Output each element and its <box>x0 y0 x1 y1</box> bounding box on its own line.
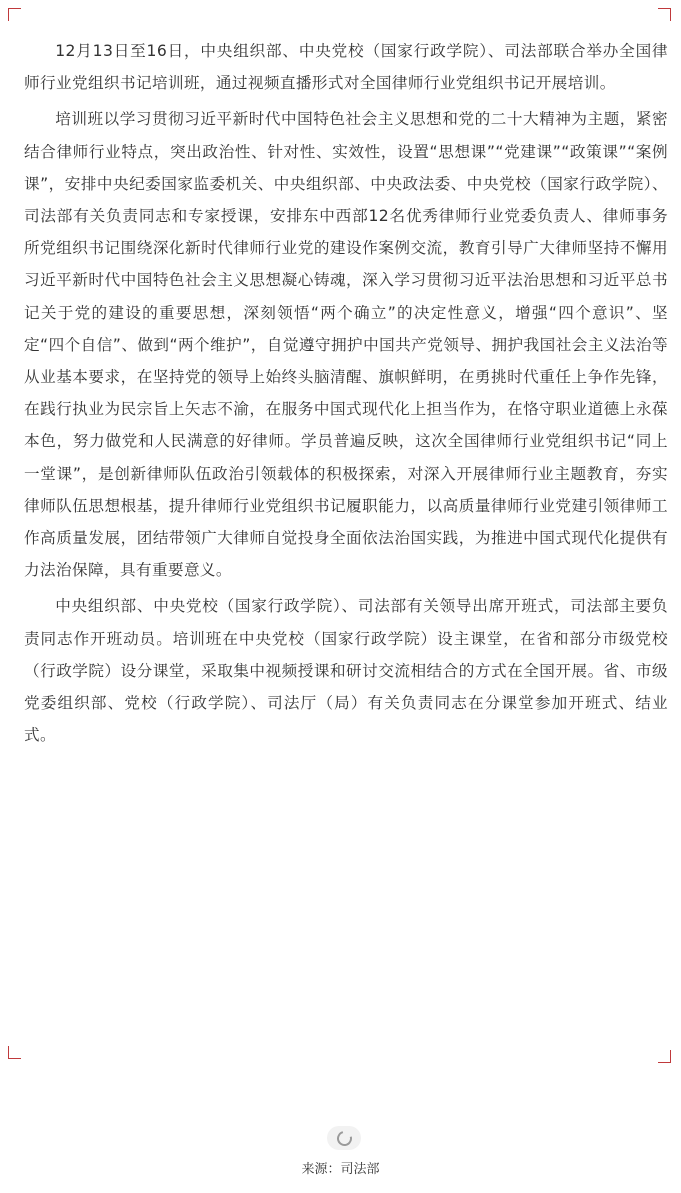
paragraph-3: 中央组织部、中央党校（国家行政学院）、司法部有关领导出席开班式，司法部主要负责同志作开班动员。培训班在中央党校（国家行政学院）设主课堂，在省和部分市级党校（行政学院）设分课堂，采取集中视频授课和研讨交流相结合的方式在全国开展。省、市级党委组织部、党校（行政学院）、司法厅（局）有关负责同志在分课堂参加开班式、结业式。 <box>24 597 668 745</box>
corner-mark-top-left <box>8 8 21 21</box>
corner-mark-bottom-left <box>8 1046 21 1059</box>
loading-indicator <box>327 1126 361 1150</box>
corner-mark-top-right <box>658 8 671 21</box>
corner-mark-bottom-right <box>658 1050 671 1063</box>
loading-spinner-icon <box>334 1128 354 1148</box>
paragraph-2: 培训班以学习贯彻习近平新时代中国特色社会主义思想和党的二十大精神为主题，紧密结合律师行业特点，突出政治性、针对性、实效性，设置“思想课”“党建课”“政策课”“案例课”，安排中央纪委国家监委机关、中央组织部、中央政法委、中央党校（国家行政学院）、司法部有关负责同志和专家授课，安排东中西部12名优秀律师行业党委负责人、律师事务所党组织书记围绕深化新时代律师行业党的建设作案例交流，教育引导广大律师坚持不懈用习近平新时代中国特色社会主义思想凝心铸魂，深入学习贯彻习近平法治思想和习近平总书记关于党的建设的重要思想，深刻领悟“两个确立”的决定性意义，增强“四个意识”、坚定“四个自信”、做到“两个维护”，自觉遵守拥护中国共产党领导、拥护我国社会主义法治等从业基本要求，在坚持党的领导上始终头脑清醒、旗帜鲜明，在勇挑时代重任上争作先锋，在践行执业为民宗旨上矢志不渝，在服务中国式现代化上担当作为，在恪守职业道德上永葆本色，努力做党和人民满意的好律师。学员普遍反映，这次全国律师行业党组织书记“同上一堂课”，是创新律师队伍政治引领载体的积极探索，对深入开展律师行业主题教育，夯实律师队伍思想根基，提升律师行业党组织书记履职能力，以高质量律师行业党建引领律师工作高质量发展，团结带领广大律师自觉投身全面依法治国实践，为推进中国式现代化提供有力法治保障，具有重要意义。 <box>24 110 668 580</box>
source-label: 来源：司法部 <box>301 1162 380 1177</box>
paragraph-1: 12月13日至16日，中央组织部、中央党校（国家行政学院）、司法部联合举办全国律师行业党组织书记培训班，通过视频直播形式对全国律师行业党组织书记开展培训。 <box>24 42 668 93</box>
article-body <box>24 35 668 755</box>
